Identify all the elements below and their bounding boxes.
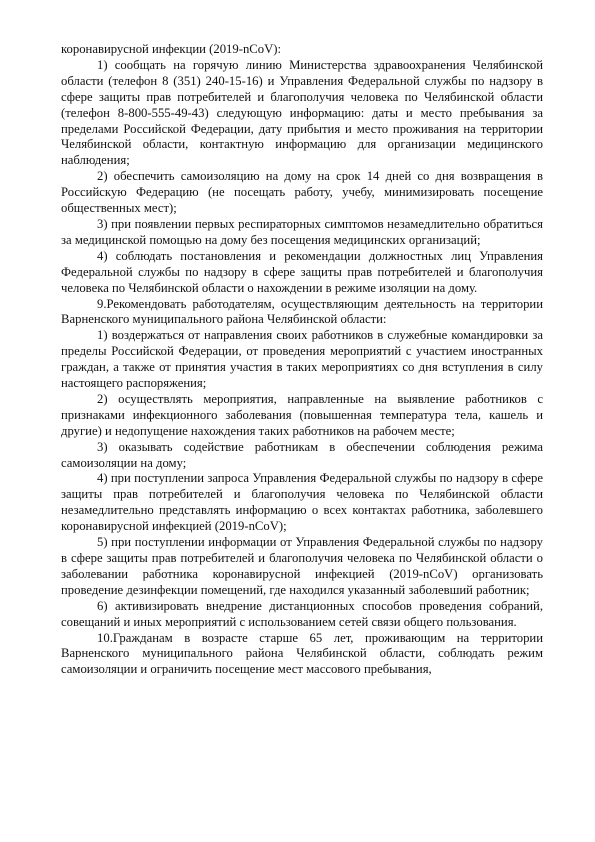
paragraph-section-10: 10.Гражданам в возрасте старше 65 лет, проживающим на территории Варненского муниципального района Челябинской области, соблюдать режим самоизоляции и ограничить посещение мест массового пребывания, [61,630,543,677]
paragraph-item-3: 3) при появлении первых респираторных симптомов незамедлительно обратиться за медицинской помощью на дому без посещения медицинских организаций; [61,216,543,247]
paragraph-section-9-item-6: 6) активизировать внедрение дистанционных способов проведения собраний, совещаний и иных мероприятий с использованием сетей связи общего пользования. [61,598,543,629]
paragraph-intro: коронавирусной инфекции (2019-nCoV): [61,42,282,56]
document-page [61,42,543,678]
paragraph-section-9-item-2: 2) осуществлять мероприятия, направленные на выявление работников с признаками инфекционного заболевания (повышенная температура тела, кашель и другие) и недопущение нахождения таких работников на рабочем месте; [61,391,543,438]
paragraph-item-2: 2) обеспечить самоизоляцию на дому на срок 14 дней со дня возвращения в Российскую Федерацию (не посещать работу, учебу, минимизировать посещение общественных мест); [61,169,543,216]
paragraph-item-4: 4) соблюдать постановления и рекомендации должностных лиц Управления Федеральной службы по надзору в сфере защиты прав потребителей и благополучия человека по Челябинской области о нахождении в режиме изоляции на дому. [61,248,543,295]
paragraph-section-9-item-3: 3) оказывать содействие работникам в обеспечении соблюдения режима самоизоляции на дому; [61,439,543,470]
paragraph-section-9-item-1: 1) воздержаться от направления своих работников в служебные командировки за пределы Российской Федерации, от проведения мероприятий с участием иностранных граждан, а также от принятия участия в таких мероприятиях со дня вступления в силу настоящего распоряжения; [61,328,543,391]
paragraph-section-9-item-4: 4) при поступлении запроса Управления Федеральной службы по надзору в сфере защиты прав потребителей и благополучия человека по Челябинской области незамедлительно представлять информацию о всех контактах работника, заболевшего коронавирусной инфекцией (2019-nCoV); [61,471,543,534]
paragraph-section-9-item-5: 5) при поступлении информации от Управления Федеральной службы по надзору в сфере защиты прав потребителей и благополучия человека по Челябинской области о заболевании работника коронавирусной инфекцией (2019-nCoV) организовать проведение дезинфекции помещений, где находился указанный заболевший работник; [61,535,543,597]
paragraph-section-9: 9.Рекомендовать работодателям, осуществляющим деятельность на территории Варненского муниципального района Челябинской области: [61,296,543,327]
paragraph-item-1: 1) сообщать на горячую линию Министерства здравоохранения Челябинской области (телефон 8 (351) 240-15-16) и Управления Федеральной службы по надзору в сфере защиты прав потребителей и благополучия человека по Челябинской области (телефон 8-800-555-49-43) следующую информацию: даты и место пребывания за пределами Российской Федерации, дату прибытия и место проживания на территории Челябинской области, контактную информацию для организации медицинского наблюдения; [61,57,543,168]
